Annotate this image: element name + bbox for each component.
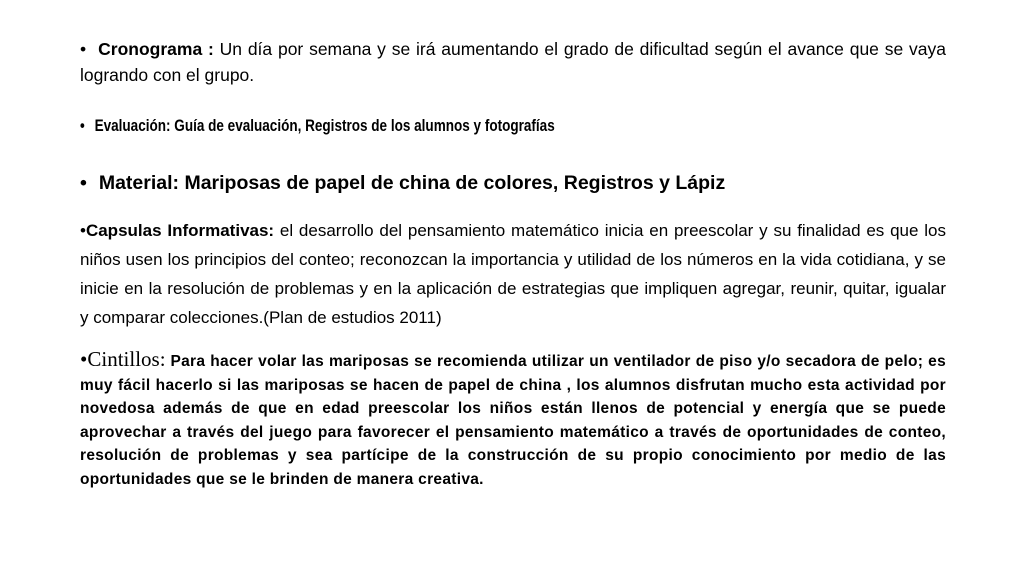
bullet-cintillos xyxy=(80,348,946,491)
cronograma-label: Cronograma : xyxy=(98,39,214,59)
capsulas-text: el desarrollo del pensamiento matemático inicia en preescolar y su finalidad es que los niños usen los principios del conteo; reconozcan la importancia y utilidad de los números en la vida cotidiana, y se inicie en la resolución de problemas y en la aplicación de estrategias que impliquen agregar, reunir, quitar, igualar y comparar colecciones.(Plan de estudios 2011) xyxy=(80,221,946,327)
bullet-dot: • xyxy=(80,172,87,194)
bullet-dot: • xyxy=(80,221,86,240)
material-label: Material: xyxy=(98,172,180,194)
cintillos-text: Para hacer volar las mariposas se recomienda utilizar un ventilador de piso y/o secadora de pelo; es muy fácil hacerlo si las mariposas se hacen de papel de china , los alumnos disfrutan mucho esta actividad por novedosa además de que en edad preescolar los niños están llenos de potencial y energía que se puede aprovechar a través del juego para favorecer el pensamiento matemático a través de oportunidades de conteo, resolución de problemas y sea partícipe de la construcción de su propio conocimiento por medio de las oportunidades que se le brinden de manera creativa. xyxy=(80,353,946,488)
capsulas-label: Capsulas Informativas: xyxy=(85,221,275,240)
cintillos-label: Cintillos: xyxy=(87,347,166,371)
bullet-cronograma xyxy=(80,36,946,88)
bullet-dot: • xyxy=(80,39,87,59)
material-text: Mariposas de papel de china de colores, Registros y Lápiz xyxy=(179,172,726,194)
bullet-dot: • xyxy=(80,347,88,371)
bullet-dot: • xyxy=(80,117,85,135)
bullet-capsulas xyxy=(80,216,946,332)
bullet-evaluacion xyxy=(80,115,654,137)
cronograma-text: Un día por semana y se irá aumentando el grado de dificultad según el avance que se vaya logrando con el grupo. xyxy=(80,39,946,85)
evaluacion-label: Evaluación: xyxy=(94,117,171,135)
evaluacion-text: Guía de evaluación, Registros de los alumnos y fotografías xyxy=(170,117,555,135)
bullet-material xyxy=(80,170,946,196)
